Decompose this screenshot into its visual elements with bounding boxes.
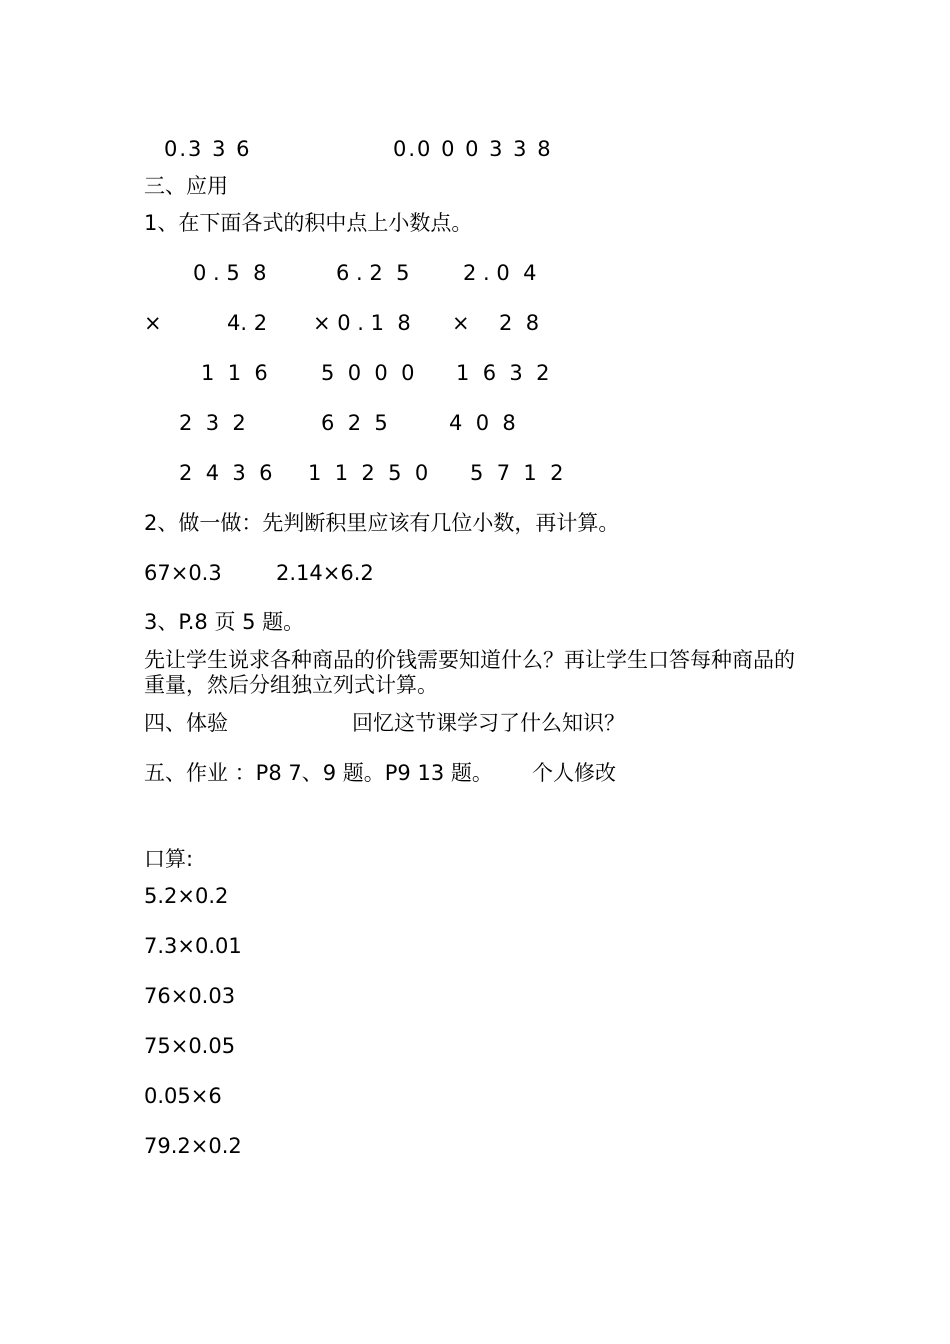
multiply-sign-3: ×: [452, 311, 470, 335]
partial-2-c: 4 0 8: [449, 411, 516, 435]
result-c: 5 7 1 2: [470, 461, 564, 485]
partial-1-b: 5 0 0 0: [321, 361, 415, 385]
multiplicand-1: 0 . 5 8: [193, 261, 267, 285]
mental-item-5: 0.05×6: [144, 1084, 222, 1108]
multiplicand-2: 6 . 2 5: [336, 261, 410, 285]
section-5-homework: 五、作业 ：P8 7、9 题。P9 13 题。: [144, 761, 493, 785]
result-b: 1 1 2 5 0: [308, 461, 429, 485]
partial-1-c: 1 6 3 2: [456, 361, 550, 385]
result-a: 2 4 3 6: [179, 461, 273, 485]
partial-2-b: 6 2 5: [321, 411, 388, 435]
multiply-sign-1: ×: [144, 311, 162, 335]
question-2-expr-1: 67×0.3: [144, 561, 222, 585]
mental-item-4: 75×0.05: [144, 1034, 236, 1058]
section-4-content: 回忆这节课学习了什么知识？: [352, 711, 625, 735]
multiplier-3: 2 8: [499, 311, 540, 335]
top-number-left: 0.3 3 6: [164, 137, 252, 161]
question-3-title: 3、P.8 页 5 题。: [144, 610, 305, 634]
top-number-right: 0.0 0 0 3 3 8: [393, 137, 553, 161]
section-5-note: 个人修改: [532, 761, 616, 785]
question-2-expr-2: 2.14×6.2: [276, 561, 374, 585]
question-1-title: 1、在下面各式的积中点上小数点。: [144, 211, 473, 235]
partial-1-a: 1 1 6: [201, 361, 268, 385]
question-2-title: 2、做一做：先判断积里应该有几位小数，再计算。: [144, 511, 620, 535]
mental-item-2: 7.3×0.01: [144, 934, 242, 958]
mental-item-3: 76×0.03: [144, 984, 236, 1008]
partial-2-a: 2 3 2: [179, 411, 246, 435]
multiplier-1: 4. 2: [227, 311, 268, 335]
question-3-description: 先让学生说求各种商品的价钱需要知道什么？再让学生口答每种商品的重量，然后分组独立列式计算。: [144, 648, 795, 697]
section-3-title: 三、应用: [144, 174, 228, 198]
mental-item-6: 79.2×0.2: [144, 1134, 242, 1158]
multiplicand-3: 2 . 0 4: [463, 261, 537, 285]
multiplier-2: × 0 . 1 8: [313, 311, 411, 335]
section-4-title: 四、体验: [144, 711, 228, 735]
mental-item-1: 5.2×0.2: [144, 884, 229, 908]
mental-title: 口算:: [144, 847, 194, 871]
